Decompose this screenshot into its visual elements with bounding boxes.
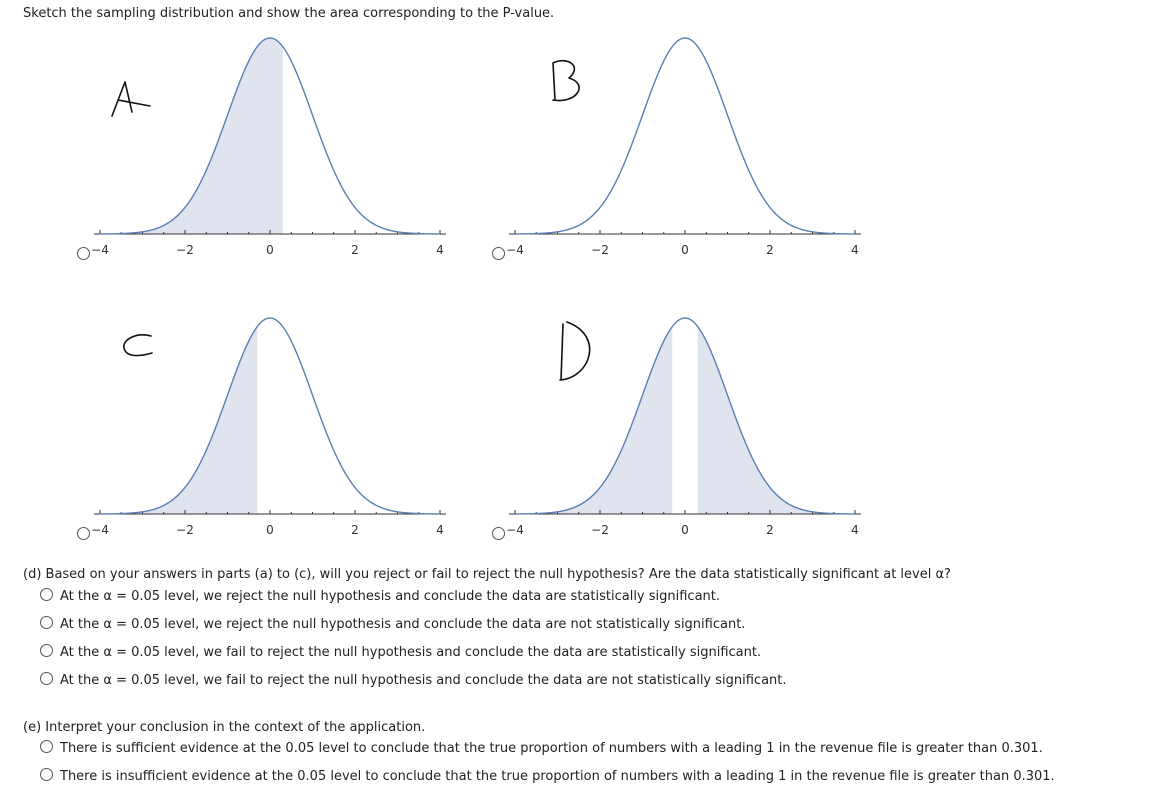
tick-label: −4 bbox=[506, 523, 524, 537]
tick-label: 0 bbox=[266, 243, 274, 257]
handwritten-label-b bbox=[495, 28, 915, 268]
tick-label: 0 bbox=[681, 523, 689, 537]
part-e-option-1[interactable] bbox=[40, 739, 1043, 756]
part-d-option-2[interactable] bbox=[40, 615, 745, 632]
radio-button[interactable] bbox=[40, 644, 53, 657]
part-e-option-1-label: There is sufficient evidence at the 0.05 level to conclude that the true proportion of numbers with a leading 1 in the revenue file is greater than 0.301. bbox=[60, 741, 1043, 756]
handwritten-label-d bbox=[495, 308, 915, 548]
graph-a bbox=[80, 28, 500, 268]
graph-a-radio[interactable] bbox=[77, 247, 90, 264]
radio-button[interactable] bbox=[40, 672, 53, 685]
radio-button[interactable] bbox=[40, 616, 53, 629]
tick-label: 2 bbox=[351, 523, 359, 537]
part-d-option-3-label: At the α = 0.05 level, we fail to reject the null hypothesis and conclude the data are statistically significant. bbox=[60, 645, 762, 660]
radio-button[interactable] bbox=[40, 740, 53, 753]
prompt-text: Sketch the sampling distribution and show the area corresponding to the P-value. bbox=[23, 6, 555, 21]
part-d-question: (d) Based on your answers in parts (a) to (c), will you reject or fail to reject the null hypothesis? Are the data statistically significant at level α? bbox=[23, 567, 951, 582]
graph-c bbox=[80, 308, 500, 548]
handwritten-label-a bbox=[80, 28, 500, 268]
part-d-option-1[interactable] bbox=[40, 587, 720, 604]
tick-label: −2 bbox=[176, 243, 194, 257]
part-e-option-2-label: There is insufficient evidence at the 0.05 level to conclude that the true proportion of numbers with a leading 1 in the revenue file is greater than 0.301. bbox=[60, 769, 1055, 784]
tick-label: −2 bbox=[591, 243, 609, 257]
part-d-option-4[interactable] bbox=[40, 671, 787, 688]
part-d-option-3[interactable] bbox=[40, 643, 761, 660]
radio-button[interactable] bbox=[40, 768, 53, 781]
tick-label: 2 bbox=[351, 243, 359, 257]
part-d-option-1-label: At the α = 0.05 level, we reject the null hypothesis and conclude the data are statistically significant. bbox=[60, 589, 721, 604]
part-d-option-4-label: At the α = 0.05 level, we fail to reject the null hypothesis and conclude the data are not statistically significant. bbox=[60, 673, 787, 688]
tick-label: 2 bbox=[766, 243, 774, 257]
handwritten-label-c bbox=[80, 308, 500, 548]
tick-label: 4 bbox=[851, 243, 859, 257]
graph-b bbox=[495, 28, 915, 268]
tick-label: −4 bbox=[91, 243, 109, 257]
radio-button[interactable] bbox=[40, 588, 53, 601]
tick-label: −4 bbox=[506, 243, 524, 257]
tick-label: −2 bbox=[176, 523, 194, 537]
tick-label: −4 bbox=[91, 523, 109, 537]
graph-d bbox=[495, 308, 915, 548]
tick-label: 4 bbox=[436, 243, 444, 257]
graph-d-radio[interactable] bbox=[492, 527, 505, 544]
tick-label: −2 bbox=[591, 523, 609, 537]
part-e-option-2[interactable] bbox=[40, 767, 1055, 784]
graph-b-radio[interactable] bbox=[492, 247, 505, 264]
part-e-question: (e) Interpret your conclusion in the context of the application. bbox=[23, 720, 426, 735]
tick-label: 0 bbox=[266, 523, 274, 537]
tick-label: 4 bbox=[851, 523, 859, 537]
tick-label: 0 bbox=[681, 243, 689, 257]
tick-label: 4 bbox=[436, 523, 444, 537]
tick-label: 2 bbox=[766, 523, 774, 537]
graph-c-radio[interactable] bbox=[77, 527, 90, 544]
part-d-option-2-label: At the α = 0.05 level, we reject the null hypothesis and conclude the data are not statistically significant. bbox=[60, 617, 746, 632]
